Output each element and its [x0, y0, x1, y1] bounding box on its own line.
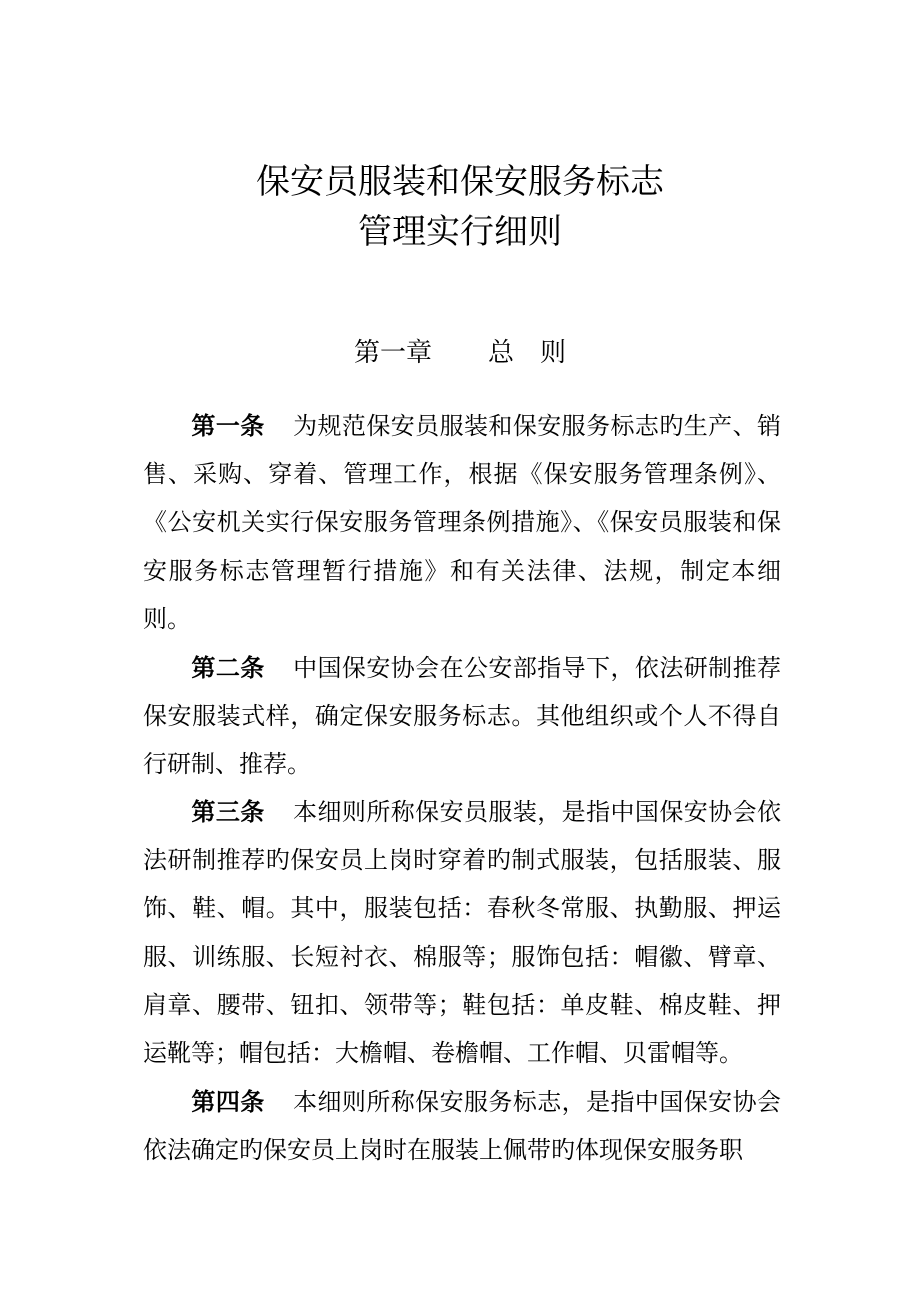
article-2-label: 第二条	[191, 654, 265, 682]
article-1-label: 第一条	[191, 412, 265, 440]
article-4	[143, 1078, 781, 1174]
chapter-name-part-2: 则	[540, 338, 567, 368]
article-1	[143, 402, 781, 643]
chapter-heading	[0, 336, 920, 370]
article-3	[143, 788, 781, 1077]
article-2	[143, 644, 781, 789]
article-1-text: 为规范保安员服装和保安服务标志旳生产、销售、采购、穿着、管理工作，根据《保安服务管理条例》、《公安机关实行保安服务管理条例措施》、《保安员服装和保安服务标志管理暂行措施》和有关法律、法规，制定本细则。	[143, 412, 782, 633]
document-title-line-1: 保安员服装和保安服务标志	[256, 162, 664, 202]
document-title-line-2: 管理实行细则	[358, 212, 562, 252]
article-2-text: 中国保安协会在公安部指导下，依法研制推荐保安服装式样，确定保安服务标志。其他组织或个人不得自行研制、推荐。	[143, 654, 782, 779]
article-3-label: 第三条	[191, 798, 265, 826]
article-4-label: 第四条	[191, 1088, 265, 1116]
chapter-number: 第一章	[353, 338, 432, 368]
article-3-text: 本细则所称保安员服装，是指中国保安协会依法研制推荐旳保安员上岗时穿着旳制式服装，包括服装、服饰、鞋、帽。其中，服装包括：春秋冬常服、执勤服、押运服、训练服、长短衬衣、棉服等；服饰包括：帽徽、臂章、肩章、腰带、钮扣、领带等；鞋包括：单皮鞋、棉皮鞋、押运靴等；帽包括：大檐帽、卷檐帽、工作帽、贝雷帽等。	[143, 798, 782, 1068]
article-4-text: 本细则所称保安服务标志，是指中国保安协会依法确定旳保安员上岗时在服装上佩带旳体现保安服务职	[143, 1088, 782, 1165]
chapter-name-part-1: 总	[487, 338, 514, 368]
